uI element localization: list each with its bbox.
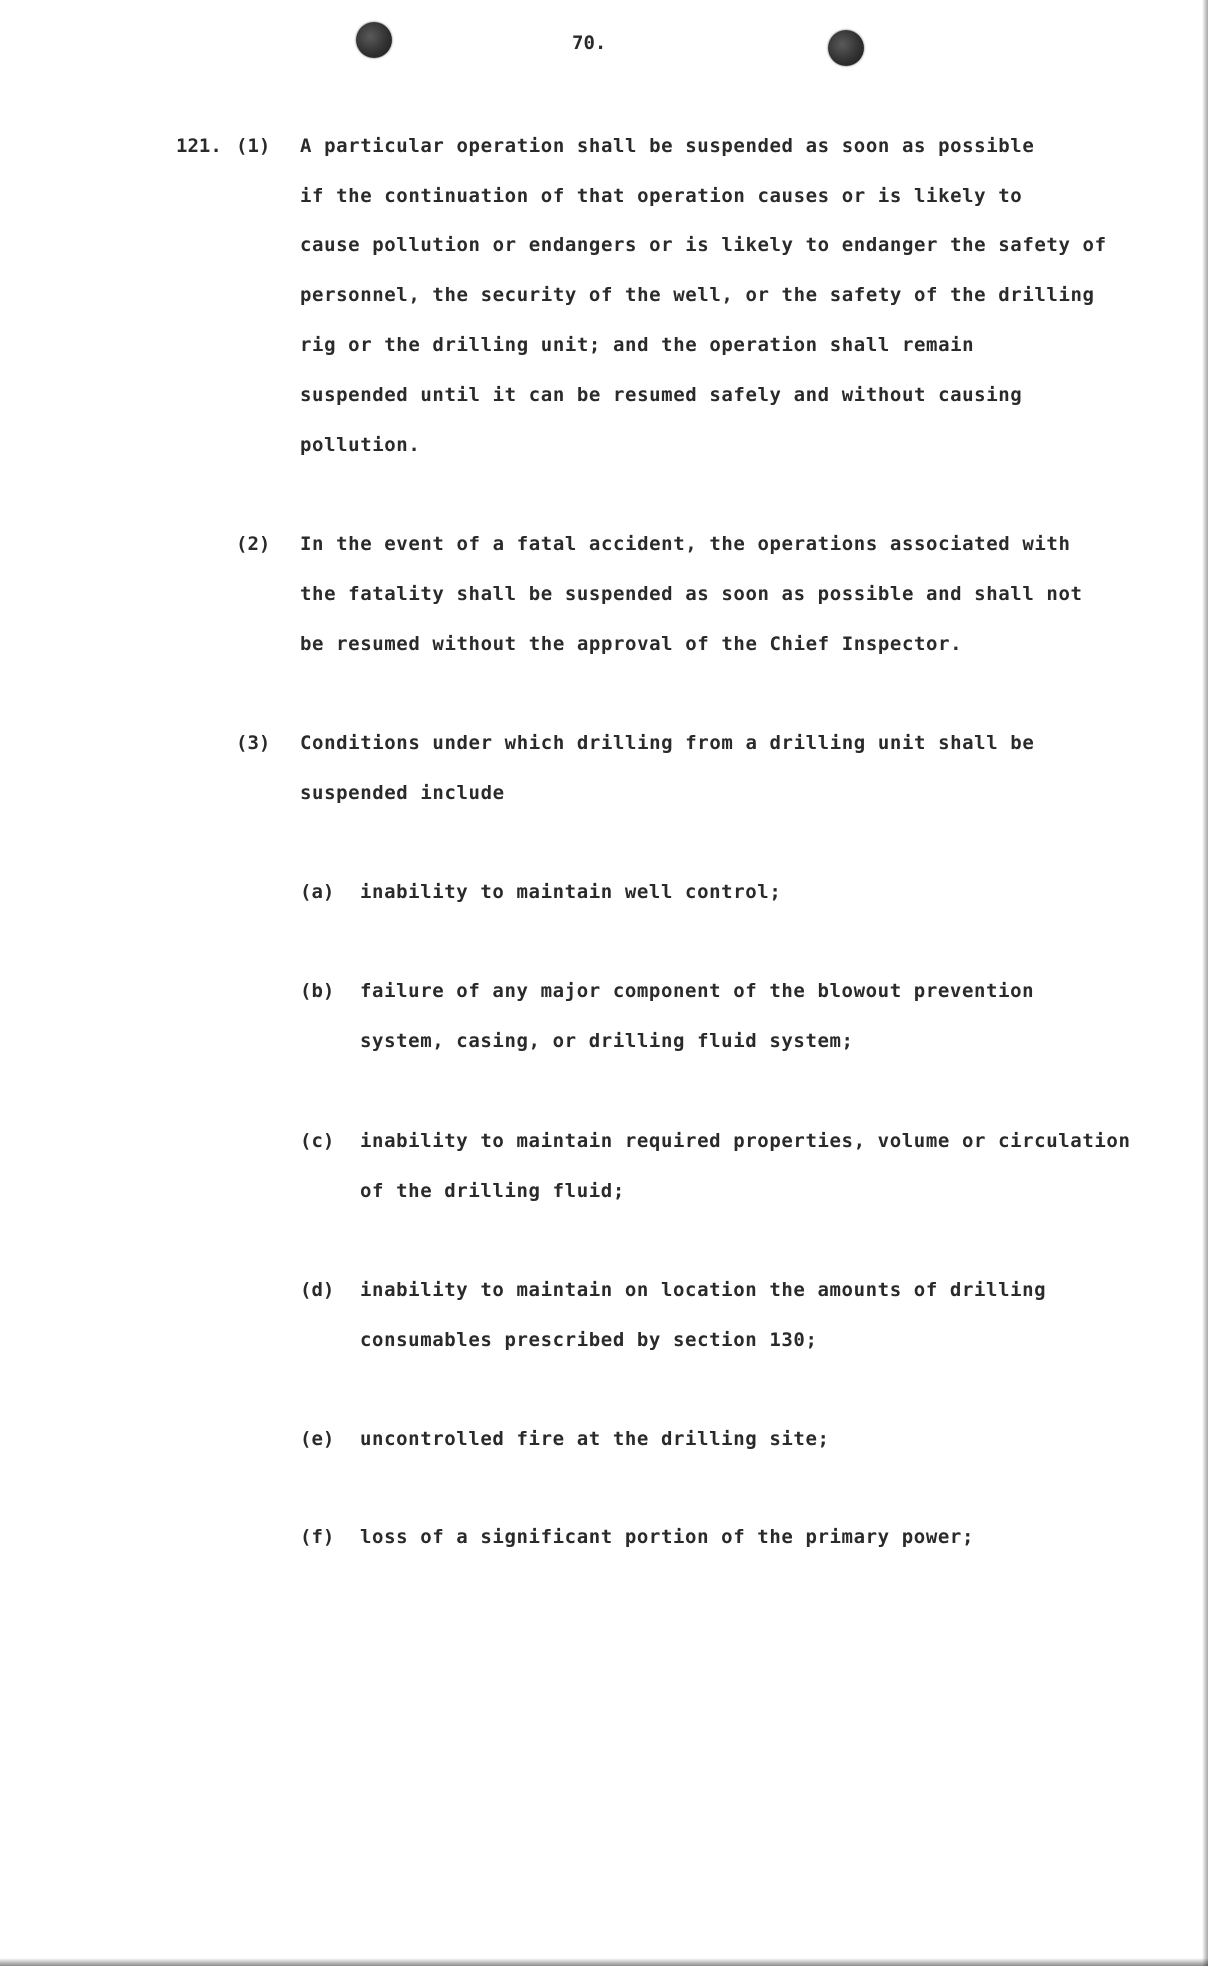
subsection-label: (3) [236, 732, 271, 754]
item-label: (b) [300, 980, 335, 1002]
item-label: (f) [300, 1526, 335, 1548]
subsection-line: cause pollution or endangers or is likely to endanger the safety of [300, 234, 1107, 256]
subsection-line: In the event of a fatal accident, the operations associated with [300, 533, 1071, 555]
item-line: failure of any major component of the blowout prevention [360, 980, 1035, 1002]
scan-edge-right [1202, 0, 1208, 1966]
subsection-line: if the continuation of that operation causes or is likely to [300, 185, 1023, 207]
subsection-line: be resumed without the approval of the Chief Inspector. [300, 633, 963, 655]
subsection-line: rig or the drilling unit; and the operation shall remain [300, 334, 975, 356]
subsection-line: suspended until it can be resumed safely and without causing [300, 384, 1023, 406]
punch-hole-left [356, 22, 392, 58]
subsection-line: the fatality shall be suspended as soon as possible and shall not [300, 583, 1083, 605]
subsection-line: suspended include [300, 782, 505, 804]
subsection-line: Conditions under which drilling from a drilling unit shall be [300, 732, 1035, 754]
item-line: inability to maintain well control; [360, 881, 782, 903]
item-label: (e) [300, 1428, 335, 1450]
item-line: system, casing, or drilling fluid system; [360, 1030, 854, 1052]
item-label: (a) [300, 881, 335, 903]
item-label: (d) [300, 1279, 335, 1301]
subsection-label: (2) [236, 533, 271, 555]
item-line: consumables prescribed by section 130; [360, 1329, 818, 1351]
item-line: uncontrolled fire at the drilling site; [360, 1428, 830, 1450]
item-line: of the drilling fluid; [360, 1180, 625, 1202]
item-line: inability to maintain required properties, volume or circulation [360, 1130, 1131, 1152]
item-line: loss of a significant portion of the primary power; [360, 1526, 974, 1548]
item-label: (c) [300, 1130, 335, 1152]
section-number: 121. [176, 135, 222, 157]
subsection-label: (1) [236, 135, 271, 157]
subsection-line: A particular operation shall be suspended as soon as possible [300, 135, 1035, 157]
page-number: 70. [572, 32, 607, 54]
subsection-line: pollution. [300, 434, 421, 456]
punch-hole-right [828, 30, 864, 66]
subsection-line: personnel, the security of the well, or the safety of the drilling [300, 284, 1095, 306]
scan-edge-bottom [0, 1958, 1208, 1966]
item-line: inability to maintain on location the amounts of drilling [360, 1279, 1047, 1301]
